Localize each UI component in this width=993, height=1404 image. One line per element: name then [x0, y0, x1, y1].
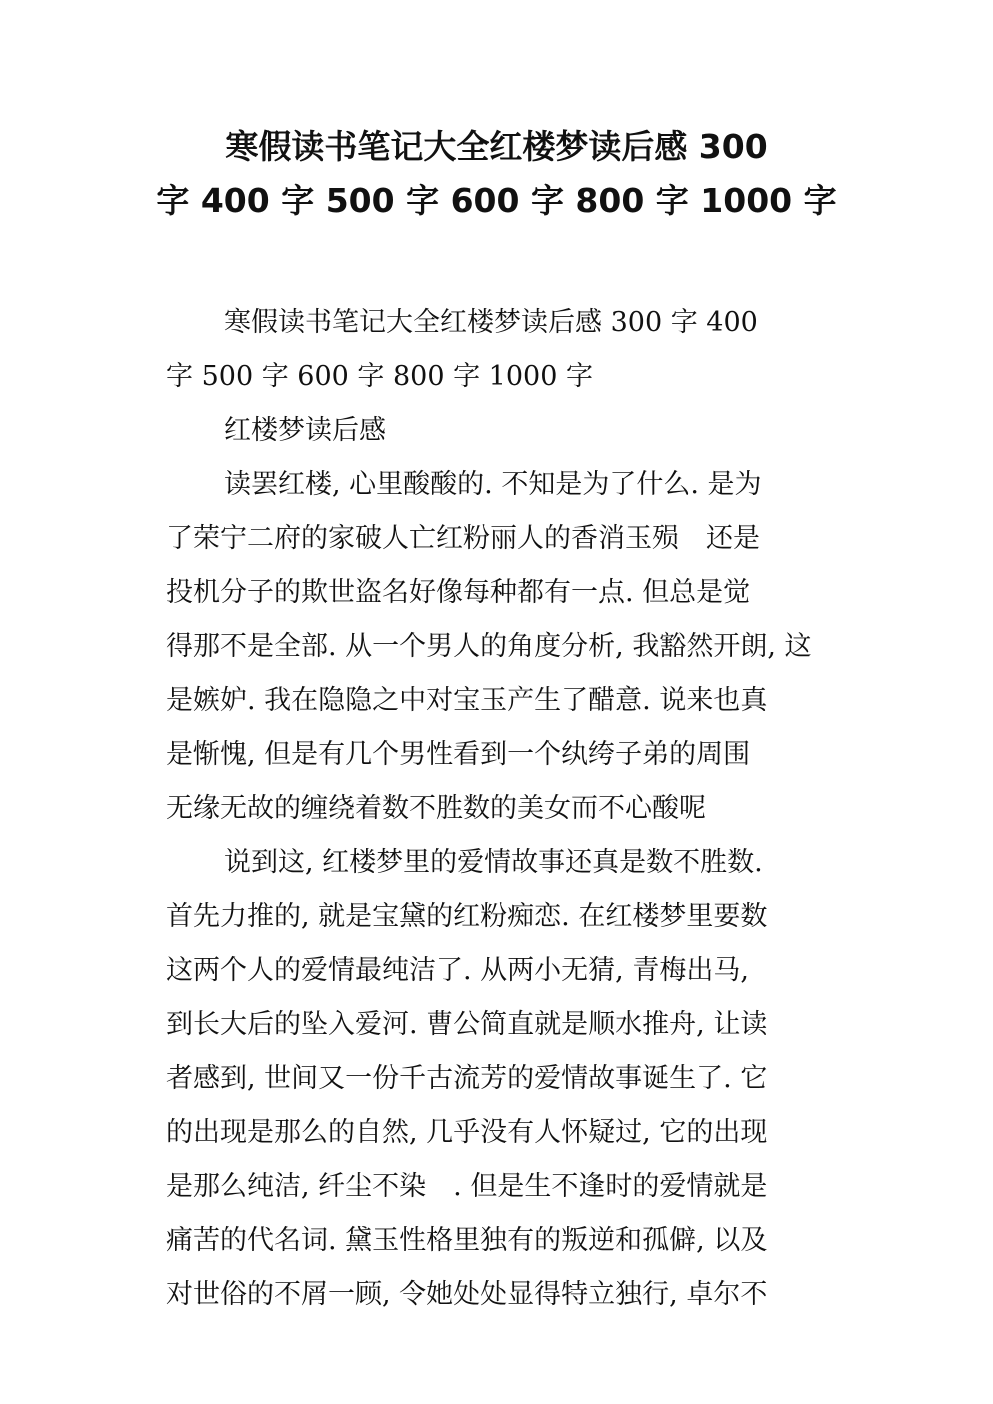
title-line: 寒假读书笔记大全红楼梦读后感 300 — [225, 127, 768, 166]
paragraph-line: 到长大后的坠入爱河. 曹公简直就是顺水推舟, 让读 — [166, 1009, 768, 1040]
paragraph-line: 是惭愧, 但是有几个男性看到一个纨绔子弟的周围 — [166, 739, 751, 770]
paragraph-1 — [166, 296, 886, 404]
paragraph-line: 的出现是那么的自然, 几乎没有人怀疑过, 它的出现 — [166, 1117, 768, 1148]
paragraph-line: 者感到, 世间又一份千古流芳的爱情故事诞生了. 它 — [166, 1063, 768, 1094]
paragraph-line: 投机分子的欺世盗名好像每种都有一点. 但总是觉 — [166, 577, 751, 608]
paragraph-line: 这两个人的爱情最纯洁了. 从两小无猜, 青梅出马, — [166, 955, 749, 986]
paragraph-line: 对世俗的不屑一顾, 令她处处显得特立独行, 卓尔不 — [166, 1279, 768, 1310]
paragraph-line: 说到这, 红楼梦里的爱情故事还真是数不胜数. — [224, 847, 763, 878]
paragraph-line: 了荣宁二府的家破人亡红粉丽人的香消玉殒 还是 — [166, 523, 760, 554]
paragraph-line: 读罢红楼, 心里酸酸的. 不知是为了什么. 是为 — [224, 469, 762, 500]
paragraph-line: 得那不是全部. 从一个男人的角度分析, 我豁然开朗, 这 — [166, 631, 812, 662]
section-heading: 红楼梦读后感 — [224, 415, 386, 446]
paragraph-2 — [166, 404, 886, 458]
paragraph-3 — [166, 458, 886, 836]
paragraph-line: 是嫉妒. 我在隐隐之中对宝玉产生了醋意. 说来也真 — [166, 685, 768, 716]
paragraph-4 — [166, 836, 886, 1322]
title-line: 字 400 字 500 字 600 字 800 字 1000 字 — [156, 181, 837, 220]
document-title — [120, 120, 873, 228]
paragraph-line: 是那么纯洁, 纤尘不染 . 但是生不逢时的爱情就是 — [166, 1171, 768, 1202]
document-body — [166, 296, 886, 1322]
paragraph-line: 无缘无故的缠绕着数不胜数的美女而不心酸呢 — [166, 793, 706, 824]
paragraph-line: 痛苦的代名词. 黛玉性格里独有的叛逆和孤僻, 以及 — [166, 1225, 768, 1256]
paragraph-line: 字 500 字 600 字 800 字 1000 字 — [166, 361, 593, 392]
paragraph-line: 寒假读书笔记大全红楼梦读后感 300 字 400 — [224, 307, 758, 338]
paragraph-line: 首先力推的, 就是宝黛的红粉痴恋. 在红楼梦里要数 — [166, 901, 768, 932]
